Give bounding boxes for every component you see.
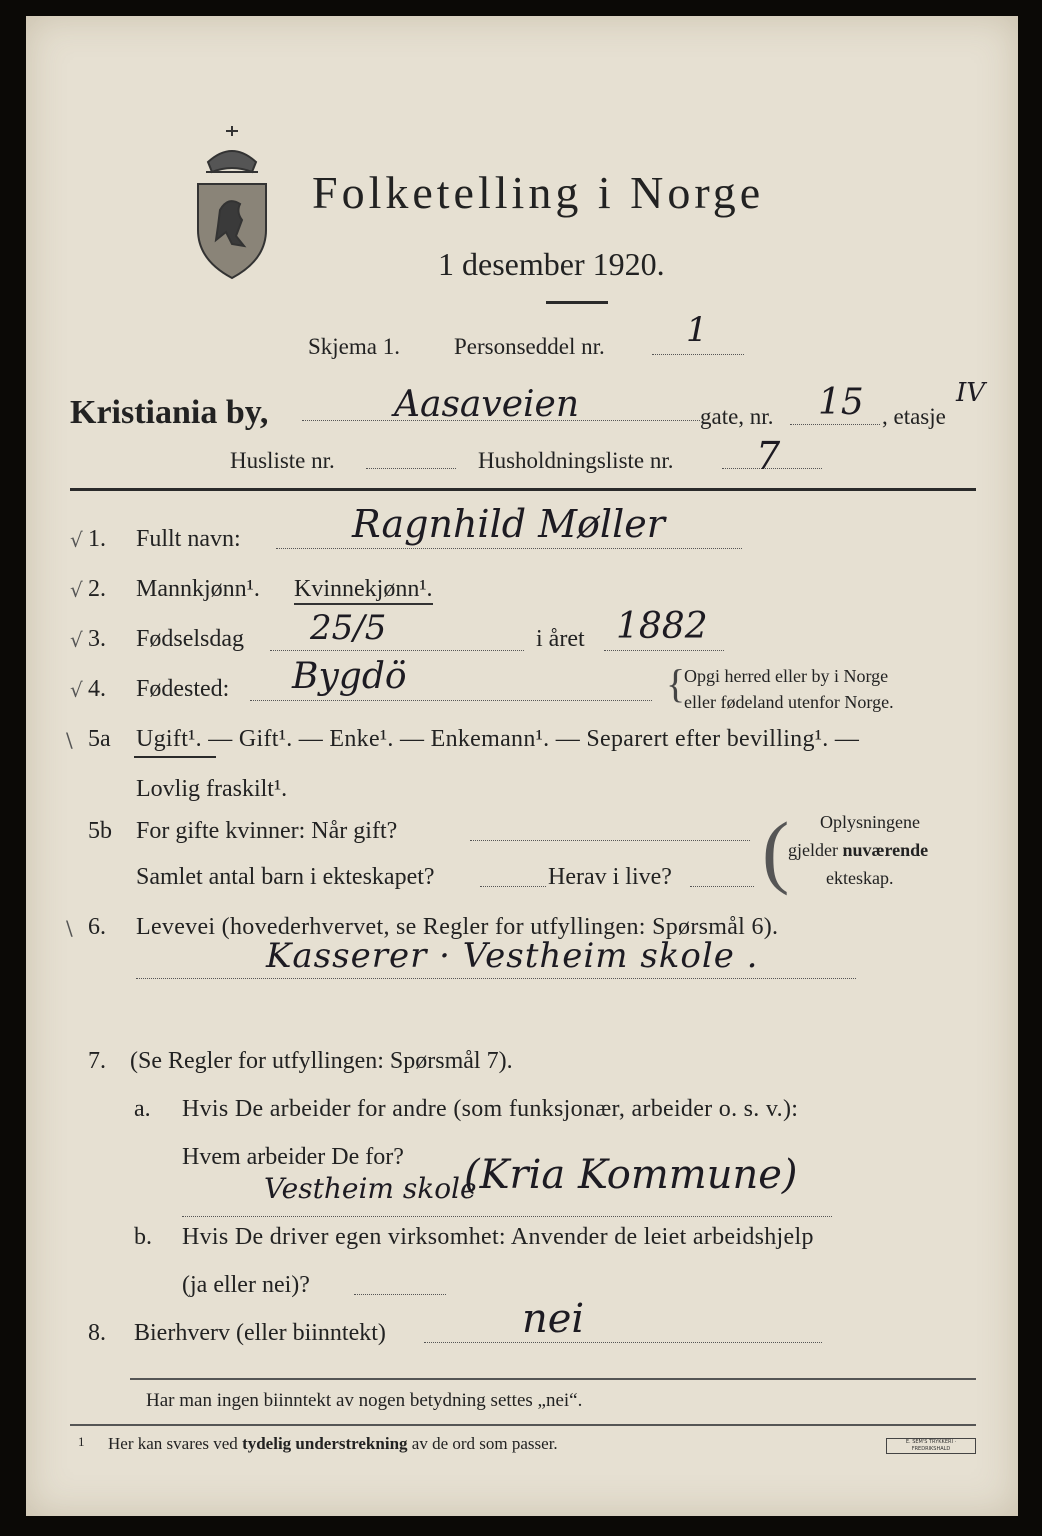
q4-check: √ bbox=[70, 678, 83, 702]
q4-label: Fødested: bbox=[136, 676, 230, 702]
q5b-note-1: Oplysningene bbox=[820, 812, 920, 832]
gate-label: gate, nr. bbox=[700, 404, 774, 429]
q7a-question: Hvem arbeider De for? bbox=[182, 1144, 404, 1170]
q3-year-line bbox=[604, 650, 724, 651]
q4-brace: { bbox=[666, 661, 686, 706]
q7b-question: (ja eller nei)? bbox=[182, 1272, 310, 1298]
q6-line bbox=[136, 978, 856, 979]
q2-male: Mannkjønn¹. bbox=[136, 576, 260, 602]
census-form bbox=[26, 16, 1018, 1516]
q5b-married-line bbox=[470, 840, 750, 841]
etasje-label: , etasje bbox=[882, 404, 946, 429]
personseddel-value: 1 bbox=[686, 310, 708, 350]
q1-value: Ragnhild Møller bbox=[352, 502, 665, 546]
q5a-options: Ugift¹. — Gift¹. — Enke¹. — Enkemann¹. — Separert efter bevilling¹. — bbox=[136, 726, 860, 752]
printer-stamp: E. SEM'S TRYKKERI · FREDRIKSHALD bbox=[886, 1438, 976, 1454]
q3-label: Fødselsdag bbox=[136, 626, 244, 652]
q5b-number: 5b bbox=[88, 818, 112, 844]
q2-number: 2. bbox=[88, 576, 106, 602]
q7b-text: Hvis De driver egen virksomhet: Anvender de leiet arbeidshjelp bbox=[182, 1224, 814, 1250]
personseddel-label: Personseddel nr. bbox=[454, 334, 605, 359]
q4-value: Bygdö bbox=[292, 656, 407, 697]
q5b-note-2a: gjelder bbox=[788, 840, 843, 860]
q7a-value-workplace: Vestheim skole bbox=[264, 1172, 477, 1205]
footnote-divider bbox=[70, 1424, 976, 1426]
q2-female: Kvinnekjønn¹. bbox=[294, 576, 433, 605]
q3-day-line bbox=[270, 650, 524, 651]
q1-number: 1. bbox=[88, 526, 106, 552]
schema-label: Skjema 1. bbox=[308, 334, 400, 359]
q1-check: √ bbox=[70, 528, 83, 552]
q7-number: 7. bbox=[88, 1048, 106, 1074]
q5b-children-line bbox=[480, 886, 546, 887]
number-value: 15 bbox=[818, 382, 864, 423]
q5a-options-2: Lovlig fraskilt¹. bbox=[136, 776, 288, 802]
q5a-ugift-underline bbox=[134, 756, 216, 758]
q5b-note-3: ekteskap. bbox=[826, 868, 894, 888]
coat-of-arms-icon bbox=[186, 122, 278, 282]
city-label: Kristiania by, bbox=[70, 394, 269, 431]
q8-label: Bierhverv (eller biinntekt) bbox=[134, 1320, 386, 1346]
q5b-brace: ( bbox=[762, 805, 790, 896]
footer-note: Har man ingen biinntekt av nogen betydning settes „nei“. bbox=[146, 1390, 583, 1411]
husholdning-value: 7 bbox=[756, 434, 781, 478]
q4-note-2: eller fødeland utenfor Norge. bbox=[684, 692, 894, 712]
q5b-alive-line bbox=[690, 886, 754, 887]
q7b-letter: b. bbox=[134, 1224, 152, 1250]
q1-line bbox=[276, 548, 742, 549]
header-divider bbox=[70, 488, 976, 491]
q6-number: 6. bbox=[88, 914, 106, 940]
husholdning-label: Husholdningsliste nr. bbox=[478, 448, 674, 473]
q7-label: (Se Regler for utfyllingen: Spørsmål 7). bbox=[130, 1048, 513, 1074]
footnote-b: tydelig understrekning bbox=[242, 1434, 408, 1453]
q5b-label-3: Herav i live? bbox=[548, 864, 672, 890]
footer-divider bbox=[130, 1378, 976, 1380]
q8-number: 8. bbox=[88, 1320, 106, 1346]
q3-number: 3. bbox=[88, 626, 106, 652]
q7a-value-employer: (Kria Kommune) bbox=[464, 1152, 798, 1198]
q6-value: Kasserer · Vestheim skole . bbox=[266, 936, 759, 976]
street-value: Aasaveien bbox=[394, 384, 580, 425]
q1-label: Fullt navn: bbox=[136, 526, 241, 552]
q3-year-value: 1882 bbox=[616, 606, 708, 647]
q3-check: √ bbox=[70, 628, 83, 652]
footnote-marker: 1 bbox=[78, 1434, 85, 1449]
personseddel-line bbox=[652, 354, 744, 355]
q4-note-1: Opgi herred eller by i Norge bbox=[684, 666, 889, 686]
footnote-a: Her kan svares ved bbox=[108, 1434, 243, 1453]
q5a-number: 5a bbox=[88, 726, 111, 752]
q2-check: √ bbox=[70, 578, 83, 602]
form-title: Folketelling i Norge bbox=[312, 167, 765, 218]
q4-line bbox=[250, 700, 652, 701]
q7a-letter: a. bbox=[134, 1096, 151, 1122]
q8-value: nei bbox=[522, 1296, 585, 1342]
q8-line bbox=[424, 1342, 822, 1343]
q7a-line bbox=[182, 1216, 832, 1217]
husliste-line bbox=[366, 468, 456, 469]
footnote bbox=[108, 1434, 558, 1454]
q5a-check: \ bbox=[66, 728, 73, 752]
etasje-value: IV bbox=[956, 378, 986, 408]
form-date: 1 desember 1920. bbox=[438, 246, 665, 282]
q3-day-value: 25/5 bbox=[310, 608, 387, 648]
q4-number: 4. bbox=[88, 676, 106, 702]
q5b-label-2: Samlet antal barn i ekteskapet? bbox=[136, 864, 435, 890]
q6-check: \ bbox=[66, 916, 73, 940]
q5b-note-2 bbox=[788, 840, 928, 861]
q5b-label-1: For gifte kvinner: Når gift? bbox=[136, 818, 398, 844]
q7b-line bbox=[354, 1294, 446, 1295]
q3-year-label: i året bbox=[536, 626, 585, 652]
q7a-text: Hvis De arbeider for andre (som funksjonær, arbeider o. s. v.): bbox=[182, 1096, 799, 1122]
q6-label: Levevei (hovederhvervet, se Regler for utfyllingen: Spørsmål 6). bbox=[136, 914, 779, 940]
title-divider bbox=[546, 301, 608, 304]
q5b-note-2b: nuværende bbox=[842, 840, 929, 860]
number-line bbox=[790, 424, 880, 425]
husliste-label: Husliste nr. bbox=[230, 448, 335, 473]
footnote-c: av de ord som passer. bbox=[407, 1434, 558, 1453]
